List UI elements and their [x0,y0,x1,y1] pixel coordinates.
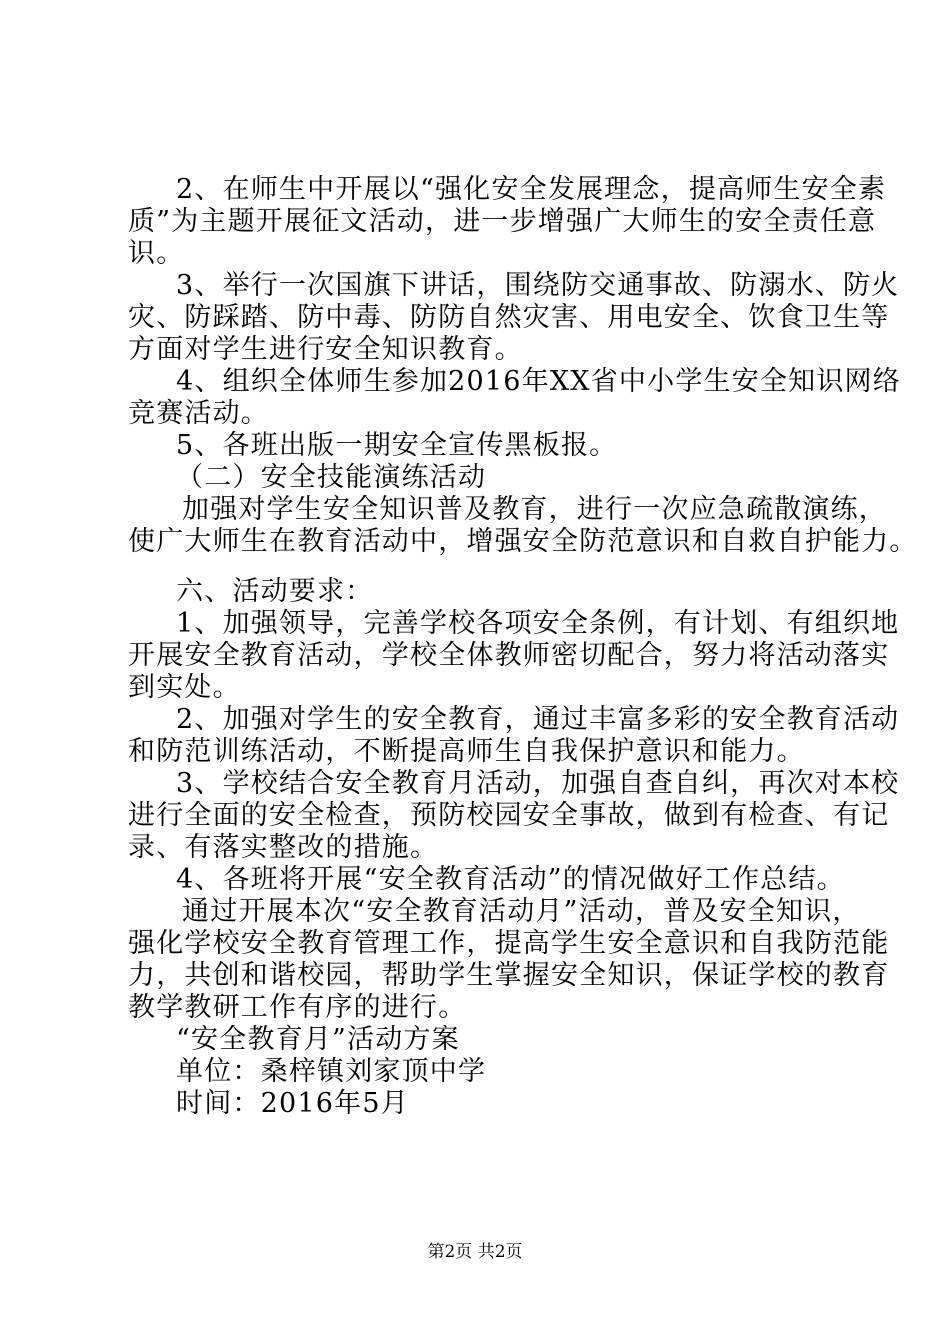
unit-line: 单位：桑梓镇刘家顶中学 [176,1056,487,1087]
text-line: 进行全面的安全检查，预防校园安全事故，做到有检查、有记 [128,800,890,831]
text-line: 竞赛活动。 [128,398,269,429]
text-line: 4、组织全体师生参加2016年XX省中小学生安全知识网络 [176,366,901,397]
text-line: 质”为主题开展征文活动，进一步增强广大师生的安全责任意 [128,206,877,237]
text-line: 录、有落实整改的措施。 [128,832,439,863]
text-line: 1、加强领导，完善学校各项安全条例，有计划、有组织地 [176,608,900,639]
text-line: 3、举行一次国旗下讲话，围绕防交通事故、防溺水、防火 [176,270,900,301]
text-line: 力，共创和谐校园，帮助学生掌握安全知识，保证学校的教育 [128,960,890,991]
text-line: 2、加强对学生的安全教育，通过丰富多彩的安全教育活动 [176,704,900,735]
text-line: 5、各班出版一期安全宣传黑板报。 [176,430,618,461]
text-line: 开展安全教育活动，学校全体教师密切配合，努力将活动落实 [128,640,890,671]
section-heading: 六、活动要求： [176,576,374,607]
text-line: 4、各班将开展“安全教育活动”的情况做好工作总结。 [176,864,845,895]
text-line: 3、学校结合安全教育月活动，加强自查自纠，再次对本校 [176,768,900,799]
text-line: 教学教研工作有序的进行。 [128,992,467,1023]
text-line: 加强对学生安全知识普及教育，进行一次应急疏散演练， [182,494,887,525]
text-line: 识。 [128,238,185,269]
text-line: 和防范训练活动，不断提高师生自我保护意识和能力。 [128,736,805,767]
text-line: 灾、防踩踏、防中毒、防防自然灾害、用电安全、饮食卫生等 [128,302,890,333]
document-title: “安全教育月”活动方案 [176,1024,460,1055]
text-line: 2、在师生中开展以“强化安全发展理念，提高师生安全素 [176,174,887,205]
text-line: 强化学校安全教育管理工作，提高学生安全意识和自我防范能 [128,928,890,959]
text-line: 到实处。 [128,672,241,703]
text-line: 通过开展本次“安全教育活动月”活动，普及安全知识， [182,896,861,927]
page-footer: 第2页 共2页 [427,1242,523,1262]
date-line: 时间：2016年5月 [176,1088,409,1119]
text-line: 方面对学生进行安全知识教育。 [128,334,523,365]
section-heading: （二）安全技能演练活动 [176,462,487,493]
text-line: 使广大师生在教育活动中，增强安全防范意识和自救自护能力。 [128,526,918,557]
